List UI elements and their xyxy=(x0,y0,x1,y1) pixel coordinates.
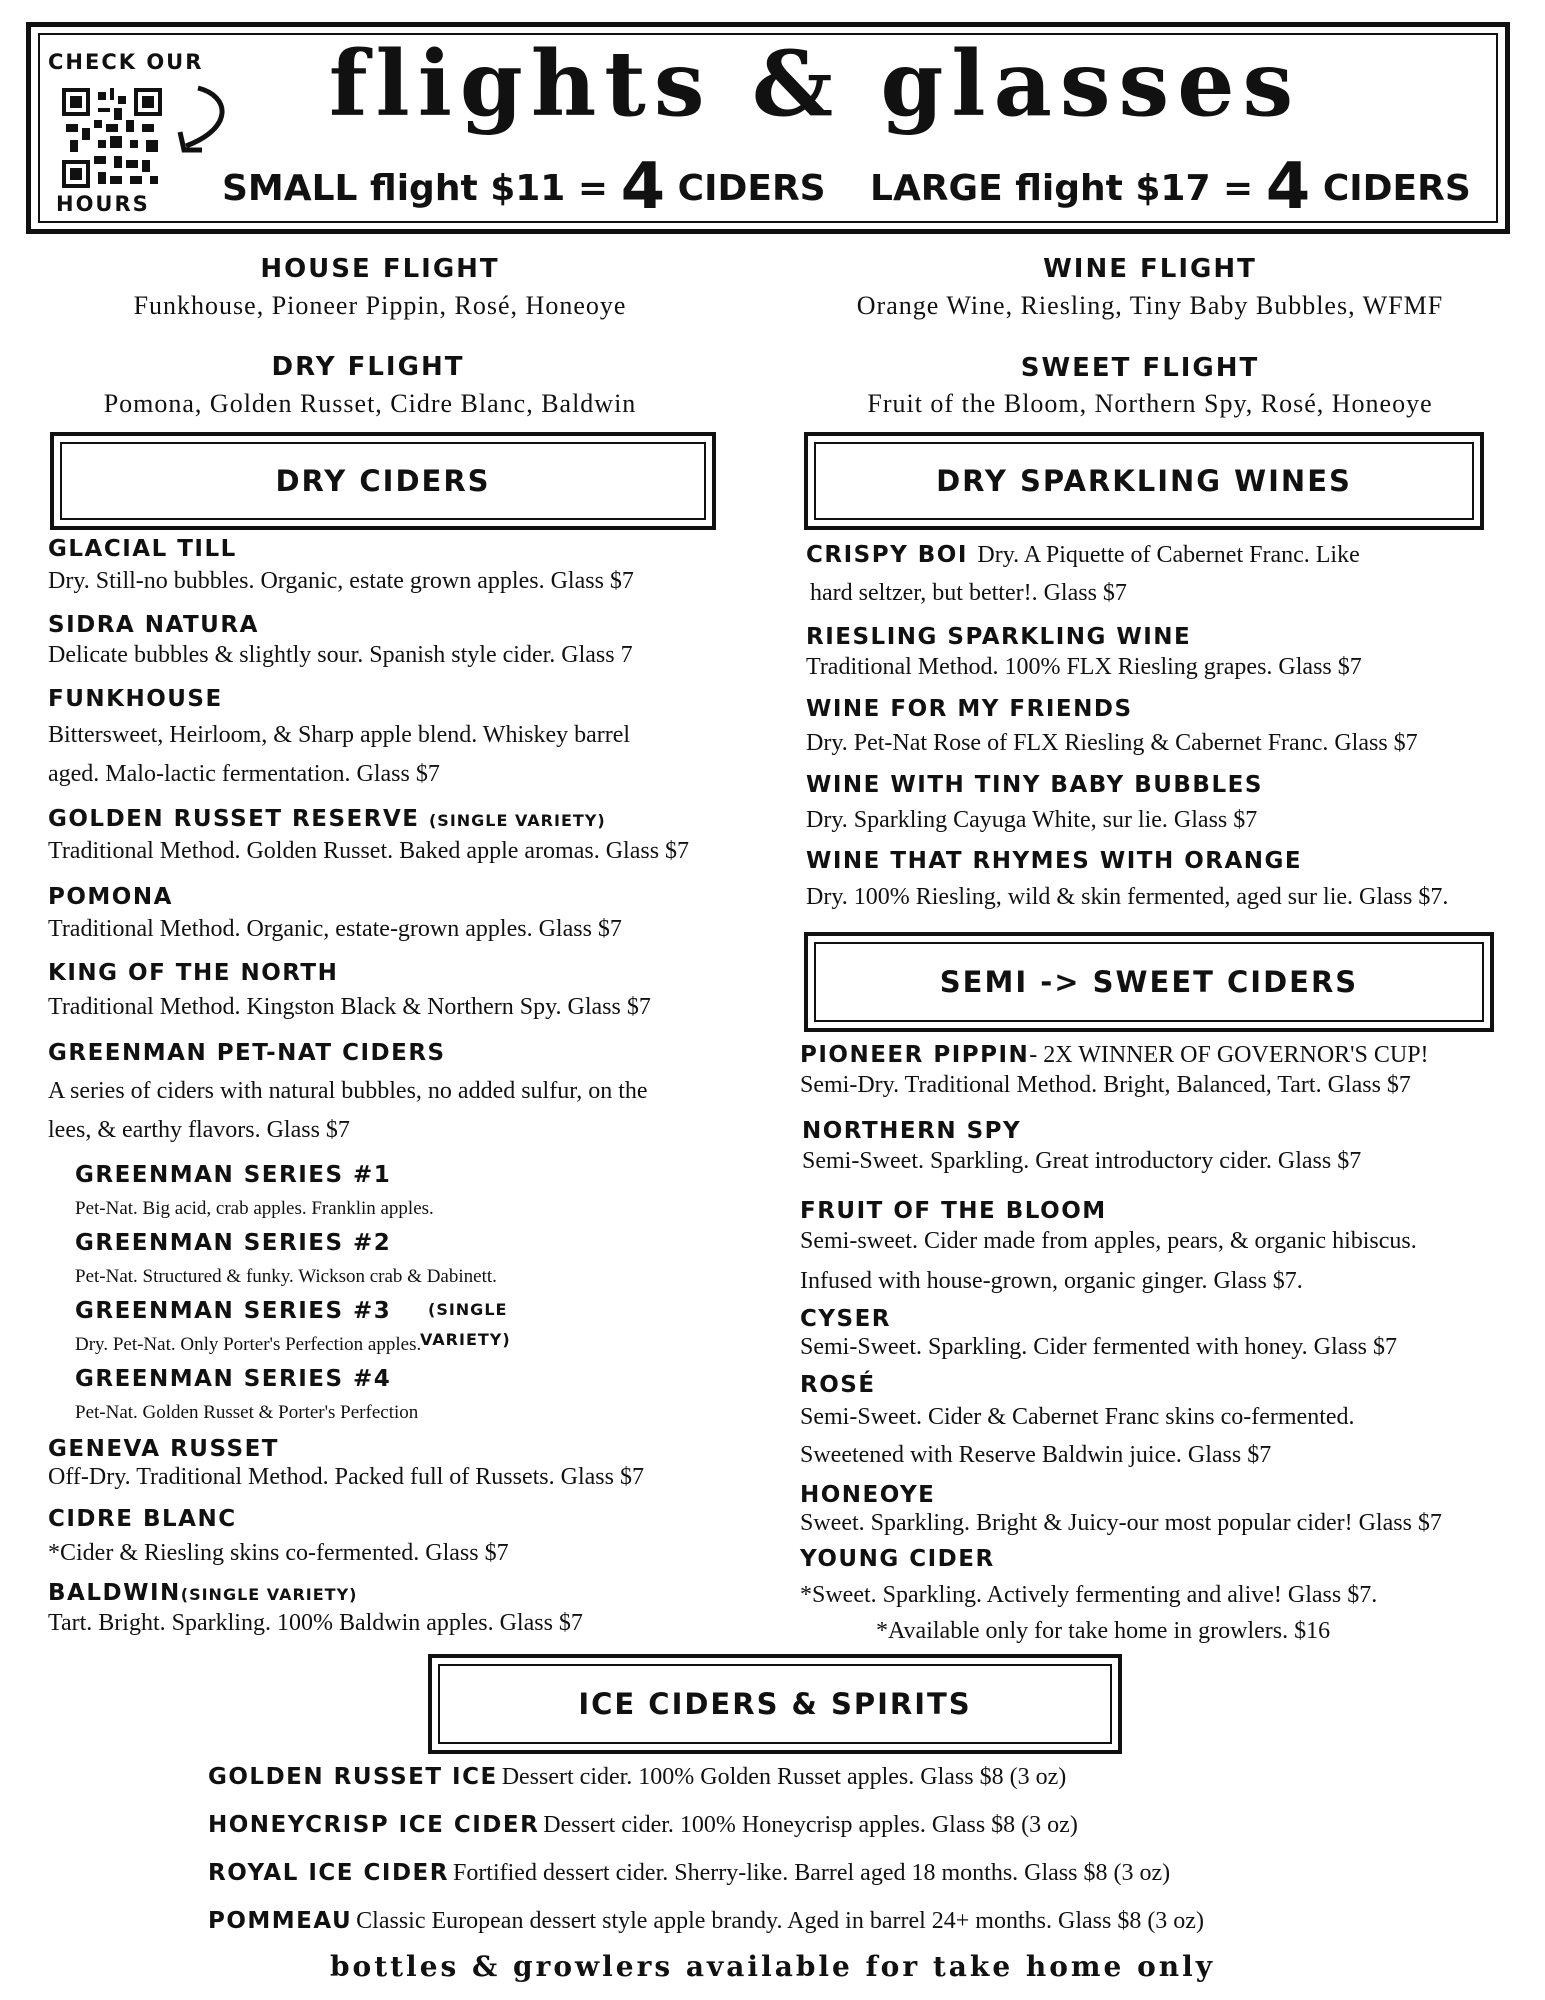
dry-flight-title: DRY FLIGHT xyxy=(271,352,465,382)
glacial-till-desc: Dry. Still-no bubbles. Organic, estate grown apples. Glass $7 xyxy=(48,568,634,594)
geneva-russet-name: GENEVA RUSSET xyxy=(48,1436,279,1462)
royal-name: ROYAL ICE CIDER xyxy=(208,1860,449,1886)
series-3-single-tag: (SINGLE xyxy=(428,1300,508,1319)
hours-label: HOURS xyxy=(56,192,150,216)
pioneer-pippin-desc: Semi-Dry. Traditional Method. Bright, Balanced, Tart. Glass $7 xyxy=(800,1072,1411,1098)
pioneer-pippin-note: - 2X WINNER OF GOVERNOR'S CUP! xyxy=(1029,1042,1429,1068)
baldwin-name xyxy=(48,1580,357,1606)
royal-desc: Fortified dessert cider. Sherry-like. Barrel aged 18 months. Glass $8 (3 oz) xyxy=(452,1860,1171,1886)
pommeau-name: POMMEAU xyxy=(208,1908,353,1934)
sweet-flight-items: Fruit of the Bloom, Northern Spy, Rosé, Honeoye xyxy=(867,389,1433,418)
wine-for-my-friends-name: WINE FOR MY FRIENDS xyxy=(806,696,1133,722)
greenman-series-2-name: GREENMAN SERIES #2 xyxy=(75,1230,392,1256)
pommeau-item xyxy=(208,1908,1204,1935)
cyser-desc: Semi-Sweet. Sparkling. Cider fermented with honey. Glass $7 xyxy=(800,1334,1397,1360)
greenman-series-3-name: GREENMAN SERIES #3 xyxy=(75,1298,392,1324)
cyser-name: CYSER xyxy=(800,1306,892,1332)
rhymes-with-orange-desc: Dry. 100% Riesling, wild & skin fermented, aged sur lie. Glass $7. xyxy=(806,884,1449,910)
riesling-sparkling-desc: Traditional Method. 100% FLX Riesling grapes. Glass $7 xyxy=(806,654,1362,680)
golden-russet-ice-name: GOLDEN RUSSET ICE xyxy=(208,1764,498,1790)
young-cider-name: YOUNG CIDER xyxy=(800,1546,995,1572)
baldwin-label: BALDWIN xyxy=(48,1580,181,1606)
greenman-series-4-name: GREENMAN SERIES #4 xyxy=(75,1366,392,1392)
king-of-the-north-desc: Traditional Method. Kingston Black & Northern Spy. Glass $7 xyxy=(48,994,651,1020)
rose-name: ROSÉ xyxy=(800,1372,876,1398)
honeycrisp-desc: Dessert cider. 100% Honeycrisp apples. Glass $8 (3 oz) xyxy=(543,1812,1078,1838)
honeycrisp-name: HONEYCRISP ICE CIDER xyxy=(208,1812,540,1838)
single-variety-tag: (SINGLE VARIETY) xyxy=(428,811,606,830)
wine-for-my-friends-desc: Dry. Pet-Nat Rose of FLX Riesling & Cabernet Franc. Glass $7 xyxy=(806,730,1418,756)
greenman-series-4-desc: Pet-Nat. Golden Russet & Porter's Perfection xyxy=(75,1402,419,1423)
greenman-series-1-desc: Pet-Nat. Big acid, crab apples. Franklin apples. xyxy=(75,1198,434,1219)
royal-item xyxy=(208,1860,1170,1887)
greenman-desc-1: A series of ciders with natural bubbles, no added sulfur, on the xyxy=(48,1078,648,1104)
honeoye-desc: Sweet. Sparkling. Bright & Juicy-our most popular cider! Glass $7 xyxy=(800,1510,1442,1536)
fruit-of-the-bloom-desc-2: Infused with house-grown, organic ginger. Glass $7. xyxy=(800,1268,1303,1294)
golden-russet-reserve-name xyxy=(48,806,606,832)
funkhouse-name: FUNKHOUSE xyxy=(48,686,223,712)
cidre-blanc-name: CIDRE BLANC xyxy=(48,1506,237,1532)
footer-note: bottles & growlers available for take home only xyxy=(329,1950,1216,1983)
golden-russet-ice-item xyxy=(208,1764,1066,1791)
sweet-flight-title: SWEET FLIGHT xyxy=(1020,353,1260,383)
king-of-the-north-name: KING OF THE NORTH xyxy=(48,960,339,986)
fruit-of-the-bloom-name: FRUIT OF THE BLOOM xyxy=(800,1198,1107,1224)
golden-russet-ice-desc: Dessert cider. 100% Golden Russet apples. Glass $8 (3 oz) xyxy=(501,1764,1067,1790)
young-cider-desc-2: *Available only for take home in growlers. $16 xyxy=(876,1618,1331,1644)
baldwin-single-variety-tag: (SINGLE VARIETY) xyxy=(180,1585,358,1604)
funkhouse-desc-1: Bittersweet, Heirloom, & Sharp apple blend. Whiskey barrel xyxy=(48,722,631,748)
riesling-sparkling-name: RIESLING SPARKLING WINE xyxy=(806,624,1192,650)
dry-flight-items: Pomona, Golden Russet, Cidre Blanc, Baldwin xyxy=(103,389,637,418)
large-flight-price xyxy=(870,150,1471,224)
large-flight-unit: CIDERS xyxy=(1322,168,1471,209)
pommeau-desc: Classic European dessert style apple brandy. Aged in barrel 24+ months. Glass $8 (3 oz) xyxy=(356,1908,1204,1934)
small-flight-count: 4 xyxy=(620,150,666,224)
young-cider-desc-1: *Sweet. Sparkling. Actively fermenting and alive! Glass $7. xyxy=(800,1582,1378,1608)
rhymes-with-orange-name: WINE THAT RHYMES WITH ORANGE xyxy=(806,848,1303,874)
large-flight-label: LARGE flight $17 = xyxy=(870,168,1254,209)
rose-desc-2: Sweetened with Reserve Baldwin juice. Glass $7 xyxy=(800,1442,1272,1468)
golden-russet-reserve-label: GOLDEN RUSSET RESERVE xyxy=(48,806,420,832)
greenman-series-2-desc: Pet-Nat. Structured & funky. Wickson crab & Dabinett. xyxy=(75,1266,497,1287)
semi-sweet-heading: SEMI -> SWEET CIDERS xyxy=(814,942,1484,1022)
pioneer-pippin-label: PIONEER PIPPIN xyxy=(800,1042,1030,1068)
crispy-boi-label: CRISPY BOI xyxy=(806,542,968,568)
house-flight-title: HOUSE FLIGHT xyxy=(260,254,500,284)
northern-spy-desc: Semi-Sweet. Sparkling. Great introductory cider. Glass $7 xyxy=(802,1148,1362,1174)
pomona-name: POMONA xyxy=(48,884,173,910)
greenman-desc-2: lees, & earthy flavors. Glass $7 xyxy=(48,1117,350,1143)
honeoye-name: HONEOYE xyxy=(800,1482,936,1508)
geneva-russet-desc: Off-Dry. Traditional Method. Packed full of Russets. Glass $7 xyxy=(48,1464,644,1490)
house-flight-items: Funkhouse, Pioneer Pippin, Rosé, Honeoye xyxy=(133,291,627,320)
pomona-desc: Traditional Method. Organic, estate-grown apples. Glass $7 xyxy=(48,916,622,942)
baldwin-desc: Tart. Bright. Sparkling. 100% Baldwin apples. Glass $7 xyxy=(48,1610,583,1636)
page-title: flights & glasses xyxy=(328,31,1302,137)
small-flight-label: SMALL flight $11 = xyxy=(222,168,609,209)
large-flight-count: 4 xyxy=(1265,150,1311,224)
sidra-natura-desc: Delicate bubbles & slightly sour. Spanish style cider. Glass 7 xyxy=(48,642,633,668)
greenman-series-1-name: GREENMAN SERIES #1 xyxy=(75,1162,392,1188)
qr-code-icon[interactable] xyxy=(62,88,162,188)
glacial-till-name: GLACIAL TILL xyxy=(48,536,237,562)
crispy-boi-desc-2: hard seltzer, but better!. Glass $7 xyxy=(810,580,1127,606)
greenman-name: GREENMAN PET-NAT CIDERS xyxy=(48,1040,446,1066)
tiny-baby-bubbles-name: WINE WITH TINY BABY BUBBLES xyxy=(806,772,1263,798)
wine-flight-title: WINE FLIGHT xyxy=(1043,254,1257,284)
northern-spy-name: NORTHERN SPY xyxy=(802,1118,1022,1144)
pioneer-pippin-name xyxy=(800,1042,1429,1069)
sidra-natura-name: SIDRA NATURA xyxy=(48,612,259,638)
fruit-of-the-bloom-desc-1: Semi-sweet. Cider made from apples, pears, & organic hibiscus. xyxy=(800,1228,1417,1254)
check-our-label: CHECK OUR xyxy=(48,50,204,74)
series-3-variety-tag: VARIETY) xyxy=(420,1330,511,1349)
honeycrisp-item xyxy=(208,1812,1078,1839)
small-flight-unit: CIDERS xyxy=(677,168,826,209)
rose-desc-1: Semi-Sweet. Cider & Cabernet Franc skins co-fermented. xyxy=(800,1404,1355,1430)
dry-sparkling-heading: DRY SPARKLING WINES xyxy=(814,442,1474,520)
wine-flight-items: Orange Wine, Riesling, Tiny Baby Bubbles, WFMF xyxy=(856,291,1444,320)
small-flight-price xyxy=(222,150,826,224)
golden-russet-reserve-desc: Traditional Method. Golden Russet. Baked apple aromas. Glass $7 xyxy=(48,838,690,864)
dry-ciders-heading: DRY CIDERS xyxy=(60,442,706,520)
greenman-series-3-desc: Dry. Pet-Nat. Only Porter's Perfection apples. xyxy=(75,1334,422,1355)
funkhouse-desc-2: aged. Malo-lactic fermentation. Glass $7 xyxy=(48,761,440,787)
ice-heading: ICE CIDERS & SPIRITS xyxy=(438,1664,1112,1744)
crispy-boi-desc-1: Dry. A Piquette of Cabernet Franc. Like xyxy=(977,542,1360,568)
cidre-blanc-desc: *Cider & Riesling skins co-fermented. Glass $7 xyxy=(48,1540,509,1566)
tiny-baby-bubbles-desc: Dry. Sparkling Cayuga White, sur lie. Glass $7 xyxy=(806,807,1258,833)
crispy-boi-name xyxy=(806,542,1360,569)
